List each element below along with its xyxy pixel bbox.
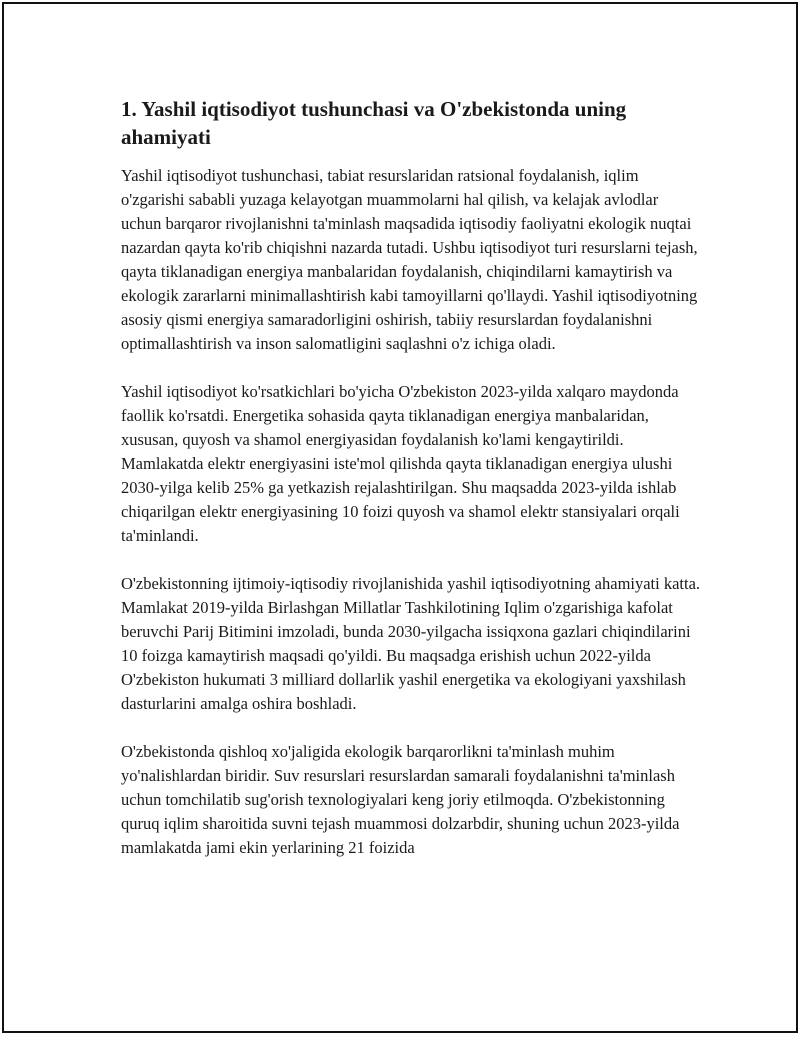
paragraph-4: O'zbekistonda qishloq xo'jaligida ekologik barqarorlikni ta'minlash muhim yo'nalishlardan biridir. Suv resurslari resurslardan samarali foydalanishni ta'minlash uchun tomchilatib sug'orish texnologiyalari keng joriy etilmoqda. O'zbekistonning quruq iqlim sharoitida suvni tejash muammosi dolzarbdir, shuning uchun 2023-yilda mamlakatda jami ekin yerlarining 21 foizida	[121, 742, 680, 857]
paragraph-2: Yashil iqtisodiyot ko'rsatkichlari bo'yicha O'zbekiston 2023-yilda xalqaro maydonda faollik ko'rsatdi. Energetika sohasida qayta tiklanadigan energiya manbalaridan, xususan, quyosh va shamol energiyasidan foydalanish ko'lami kengaytirildi. Mamlakatda elektr energiyasini iste'mol qilishda qayta tiklanadigan energiya ulushi 2030-yilga kelib 25% ga yetkazish rejalashtirilgan. Shu maqsadda 2023-yilda ishlab chiqarilgan elektr energiyasining 10 foizi quyosh va shamol elektr stansiyalari orqali ta'minlandi.	[121, 382, 680, 545]
document-body	[121, 95, 701, 884]
paragraph-1: Yashil iqtisodiyot tushunchasi, tabiat resurslaridan ratsional foydalanish, iqlim o'zgarishi sababli yuzaga kelayotgan muammolarni hal qilish, va kelajak avlodlar uchun barqaror rivojlanishni ta'minlash maqsadida iqtisodiy faoliyatni ekologik nuqtai nazardan qayta ko'rib chiqishni nazarda tutadi. Ushbu iqtisodiyot turi resurslarni tejash, qayta tiklanadigan energiya manbalaridan foydalanish, chiqindilarni kamaytirish va ekologik zararlarni minimallashtirish kabi tamoyillarni qo'llaydi. Yashil iqtisodiyotning asosiy qismi energiya samaradorligini oshirish, tabiiy resurslardan foydalanishni optimallashtirish va inson salomatligini saqlashni o'z ichiga oladi.	[121, 166, 698, 353]
paragraph-3: O'zbekistonning ijtimoiy-iqtisodiy rivojlanishida yashil iqtisodiyotning ahamiyati katta. Mamlakat 2019-yilda Birlashgan Millatlar Tashkilotining Iqlim o'zgarishiga kafolat beruvchi Parij Bitimini imzoladi, bunda 2030-yilgacha issiqxona gazlari chiqindilarini 10 foizga kamaytirish maqsadi qo'yildi. Bu maqsadga erishish uchun 2022-yilda O'zbekiston hukumati 3 milliard dollarlik yashil energetika va ekologiyani yaxshilash dasturlarini amalga oshira boshladi.	[121, 574, 701, 713]
section-heading: 1. Yashil iqtisodiyot tushunchasi va O'zbekistonda uning ahamiyati	[121, 97, 627, 149]
document-page	[2, 2, 798, 1033]
